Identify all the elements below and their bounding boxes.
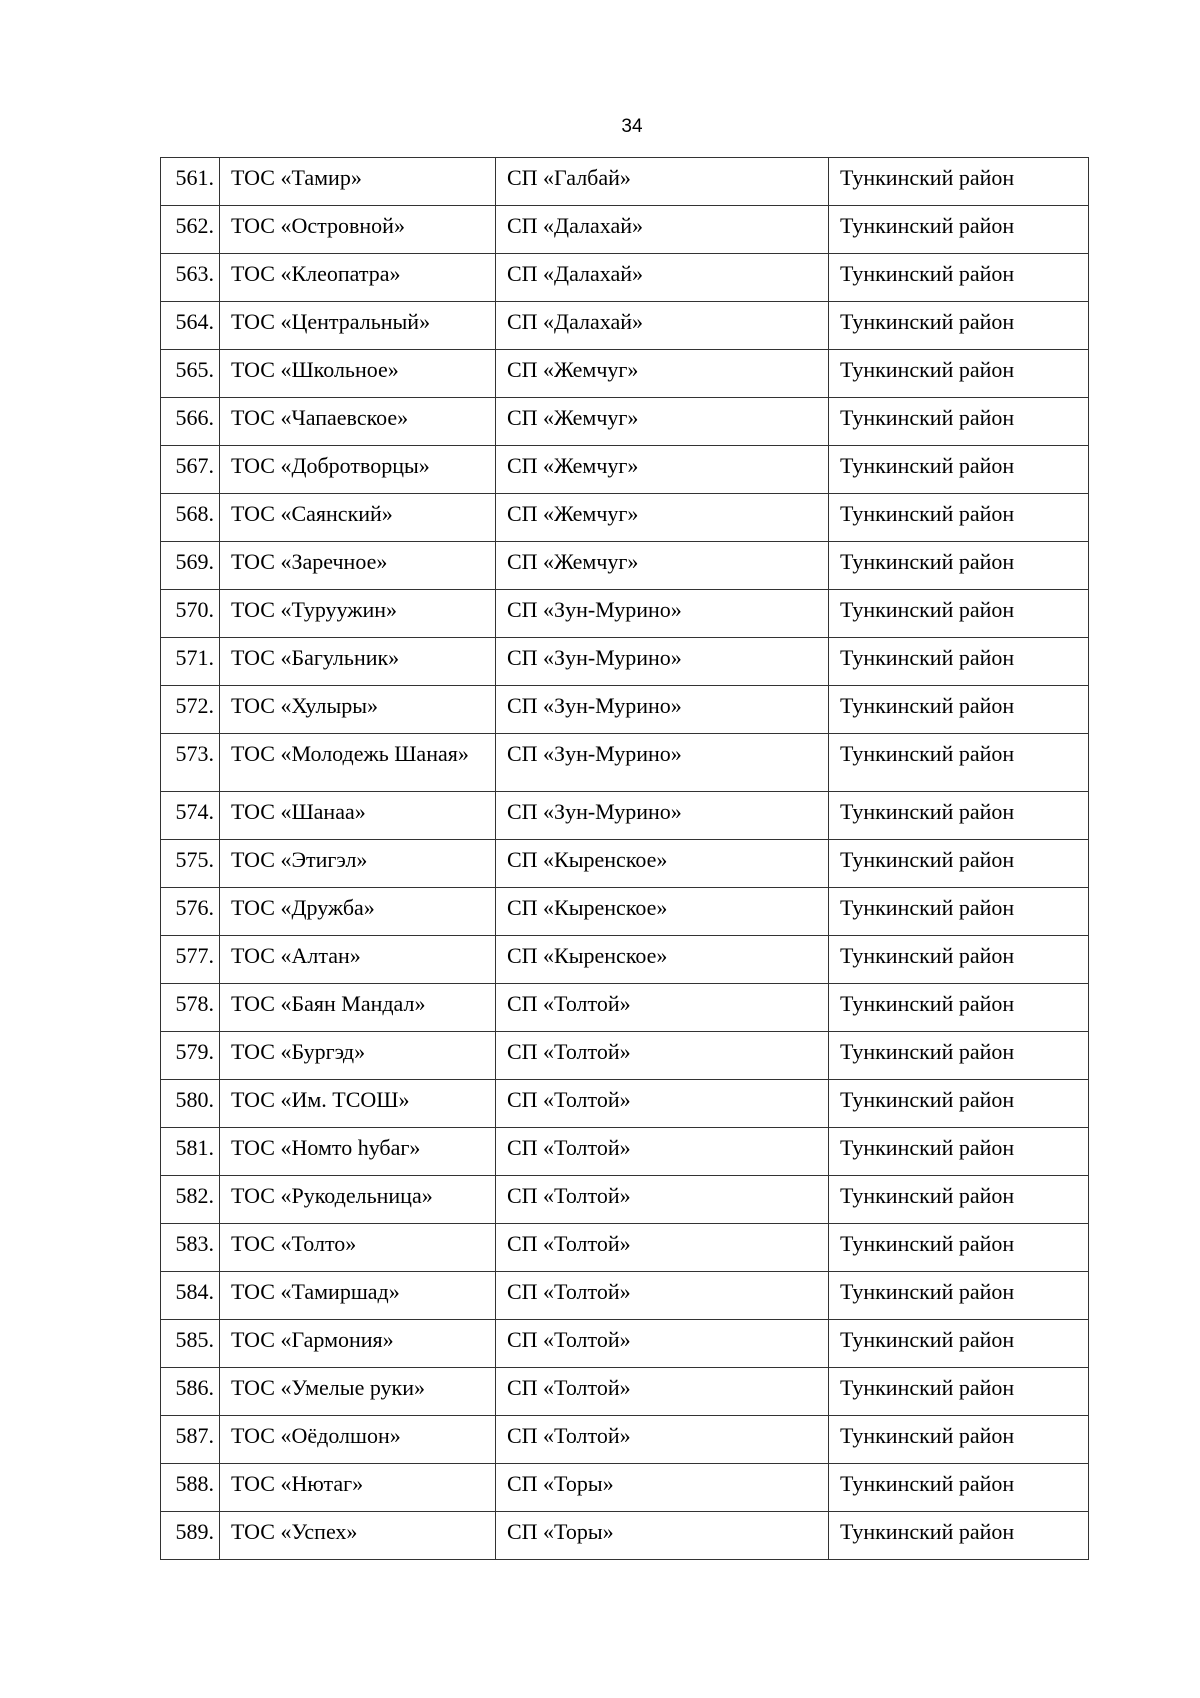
district-name: Тункинский район <box>829 1032 1089 1080</box>
settlement-name: СП «Толтой» <box>496 1224 829 1272</box>
settlement-name: СП «Толтой» <box>496 1032 829 1080</box>
tos-name: ТОС «Им. ТСОШ» <box>220 1080 496 1128</box>
settlement-name: СП «Жемчуг» <box>496 398 829 446</box>
row-number: 582. <box>161 1176 220 1224</box>
table-row <box>161 1416 1089 1464</box>
district-name: Тункинский район <box>829 1176 1089 1224</box>
row-number: 563. <box>161 254 220 302</box>
settlement-name: СП «Толтой» <box>496 984 829 1032</box>
page-number: 34 <box>621 116 643 137</box>
row-number: 581. <box>161 1128 220 1176</box>
row-number: 580. <box>161 1080 220 1128</box>
settlement-name: СП «Толтой» <box>496 1080 829 1128</box>
row-number: 566. <box>161 398 220 446</box>
district-name: Тункинский район <box>829 158 1089 206</box>
row-number: 562. <box>161 206 220 254</box>
district-name: Тункинский район <box>829 840 1089 888</box>
tos-name: ТОС «Номто hубаг» <box>220 1128 496 1176</box>
table-row <box>161 1224 1089 1272</box>
table-row <box>161 1032 1089 1080</box>
row-number: 576. <box>161 888 220 936</box>
district-name: Тункинский район <box>829 1224 1089 1272</box>
district-name: Тункинский район <box>829 446 1089 494</box>
table-row <box>161 734 1089 792</box>
table-row <box>161 158 1089 206</box>
district-name: Тункинский район <box>829 984 1089 1032</box>
table-row <box>161 638 1089 686</box>
row-number: 577. <box>161 936 220 984</box>
row-number: 567. <box>161 446 220 494</box>
settlement-name: СП «Толтой» <box>496 1176 829 1224</box>
table-row <box>161 1080 1089 1128</box>
table-row <box>161 1512 1089 1560</box>
settlement-name: СП «Кыренское» <box>496 888 829 936</box>
table-row <box>161 1368 1089 1416</box>
district-name: Тункинский район <box>829 734 1089 792</box>
district-name: Тункинский район <box>829 542 1089 590</box>
tos-name: ТОС «Рукодельница» <box>220 1176 496 1224</box>
district-name: Тункинский район <box>829 302 1089 350</box>
table-row <box>161 302 1089 350</box>
district-name: Тункинский район <box>829 1080 1089 1128</box>
table-row <box>161 936 1089 984</box>
table-row <box>161 590 1089 638</box>
tos-name: ТОС «Тамиршад» <box>220 1272 496 1320</box>
district-name: Тункинский район <box>829 1416 1089 1464</box>
settlement-name: СП «Галбай» <box>496 158 829 206</box>
settlement-name: СП «Толтой» <box>496 1272 829 1320</box>
tos-name: ТОС «Гармония» <box>220 1320 496 1368</box>
district-name: Тункинский район <box>829 398 1089 446</box>
tos-name: ТОС «Оёдолшон» <box>220 1416 496 1464</box>
table-row <box>161 446 1089 494</box>
tos-table-body <box>161 158 1089 1560</box>
row-number: 579. <box>161 1032 220 1080</box>
table-row <box>161 1320 1089 1368</box>
district-name: Тункинский район <box>829 494 1089 542</box>
district-name: Тункинский район <box>829 254 1089 302</box>
district-name: Тункинский район <box>829 1512 1089 1560</box>
settlement-name: СП «Далахай» <box>496 206 829 254</box>
row-number: 565. <box>161 350 220 398</box>
table-row <box>161 840 1089 888</box>
table-row <box>161 792 1089 840</box>
settlement-name: СП «Зун-Мурино» <box>496 792 829 840</box>
row-number: 587. <box>161 1416 220 1464</box>
district-name: Тункинский район <box>829 888 1089 936</box>
district-name: Тункинский район <box>829 936 1089 984</box>
tos-name: ТОС «Багульник» <box>220 638 496 686</box>
settlement-name: СП «Жемчуг» <box>496 542 829 590</box>
tos-name: ТОС «Саянский» <box>220 494 496 542</box>
tos-name: ТОС «Туруужин» <box>220 590 496 638</box>
settlement-name: СП «Зун-Мурино» <box>496 590 829 638</box>
tos-name: ТОС «Молодежь Шаная» <box>220 734 496 792</box>
tos-name: ТОС «Нютаг» <box>220 1464 496 1512</box>
settlement-name: СП «Зун-Мурино» <box>496 638 829 686</box>
row-number: 561. <box>161 158 220 206</box>
row-number: 578. <box>161 984 220 1032</box>
tos-name: ТОС «Бургэд» <box>220 1032 496 1080</box>
row-number: 570. <box>161 590 220 638</box>
row-number: 571. <box>161 638 220 686</box>
tos-name: ТОС «Чапаевское» <box>220 398 496 446</box>
settlement-name: СП «Зун-Мурино» <box>496 686 829 734</box>
tos-table <box>160 157 1089 1560</box>
settlement-name: СП «Торы» <box>496 1512 829 1560</box>
table-row <box>161 888 1089 936</box>
row-number: 585. <box>161 1320 220 1368</box>
settlement-name: СП «Жемчуг» <box>496 350 829 398</box>
district-name: Тункинский район <box>829 590 1089 638</box>
row-number: 572. <box>161 686 220 734</box>
row-number: 583. <box>161 1224 220 1272</box>
table-row <box>161 1128 1089 1176</box>
row-number: 564. <box>161 302 220 350</box>
settlement-name: СП «Кыренское» <box>496 840 829 888</box>
district-name: Тункинский район <box>829 1320 1089 1368</box>
tos-name: ТОС «Заречное» <box>220 542 496 590</box>
tos-name: ТОС «Добротворцы» <box>220 446 496 494</box>
tos-name: ТОС «Этигэл» <box>220 840 496 888</box>
tos-name: ТОС «Островной» <box>220 206 496 254</box>
tos-name: ТОС «Шанаа» <box>220 792 496 840</box>
table-row <box>161 206 1089 254</box>
district-name: Тункинский район <box>829 686 1089 734</box>
district-name: Тункинский район <box>829 1128 1089 1176</box>
district-name: Тункинский район <box>829 206 1089 254</box>
table-row <box>161 1176 1089 1224</box>
table-row <box>161 494 1089 542</box>
table-row <box>161 254 1089 302</box>
table-row <box>161 398 1089 446</box>
settlement-name: СП «Толтой» <box>496 1320 829 1368</box>
tos-name: ТОС «Клеопатра» <box>220 254 496 302</box>
tos-name: ТОС «Тамир» <box>220 158 496 206</box>
district-name: Тункинский район <box>829 638 1089 686</box>
tos-name: ТОС «Толто» <box>220 1224 496 1272</box>
table-row <box>161 1464 1089 1512</box>
row-number: 575. <box>161 840 220 888</box>
settlement-name: СП «Толтой» <box>496 1368 829 1416</box>
district-name: Тункинский район <box>829 1272 1089 1320</box>
table-row <box>161 542 1089 590</box>
settlement-name: СП «Далахай» <box>496 302 829 350</box>
settlement-name: СП «Кыренское» <box>496 936 829 984</box>
settlement-name: СП «Жемчуг» <box>496 446 829 494</box>
settlement-name: СП «Жемчуг» <box>496 494 829 542</box>
tos-name: ТОС «Дружба» <box>220 888 496 936</box>
row-number: 569. <box>161 542 220 590</box>
row-number: 584. <box>161 1272 220 1320</box>
district-name: Тункинский район <box>829 1368 1089 1416</box>
row-number: 589. <box>161 1512 220 1560</box>
table-row <box>161 686 1089 734</box>
tos-name: ТОС «Хулыры» <box>220 686 496 734</box>
district-name: Тункинский район <box>829 350 1089 398</box>
district-name: Тункинский район <box>829 1464 1089 1512</box>
table-row <box>161 1272 1089 1320</box>
tos-name: ТОС «Умелые руки» <box>220 1368 496 1416</box>
tos-name: ТОС «Баян Мандал» <box>220 984 496 1032</box>
settlement-name: СП «Толтой» <box>496 1128 829 1176</box>
settlement-name: СП «Зун-Мурино» <box>496 734 829 792</box>
settlement-name: СП «Торы» <box>496 1464 829 1512</box>
tos-name: ТОС «Школьное» <box>220 350 496 398</box>
row-number: 568. <box>161 494 220 542</box>
settlement-name: СП «Далахай» <box>496 254 829 302</box>
row-number: 586. <box>161 1368 220 1416</box>
table-row <box>161 984 1089 1032</box>
tos-name: ТОС «Алтан» <box>220 936 496 984</box>
table-row <box>161 350 1089 398</box>
tos-name: ТОС «Центральный» <box>220 302 496 350</box>
row-number: 574. <box>161 792 220 840</box>
district-name: Тункинский район <box>829 792 1089 840</box>
tos-name: ТОС «Успех» <box>220 1512 496 1560</box>
row-number: 573. <box>161 734 220 792</box>
settlement-name: СП «Толтой» <box>496 1416 829 1464</box>
row-number: 588. <box>161 1464 220 1512</box>
